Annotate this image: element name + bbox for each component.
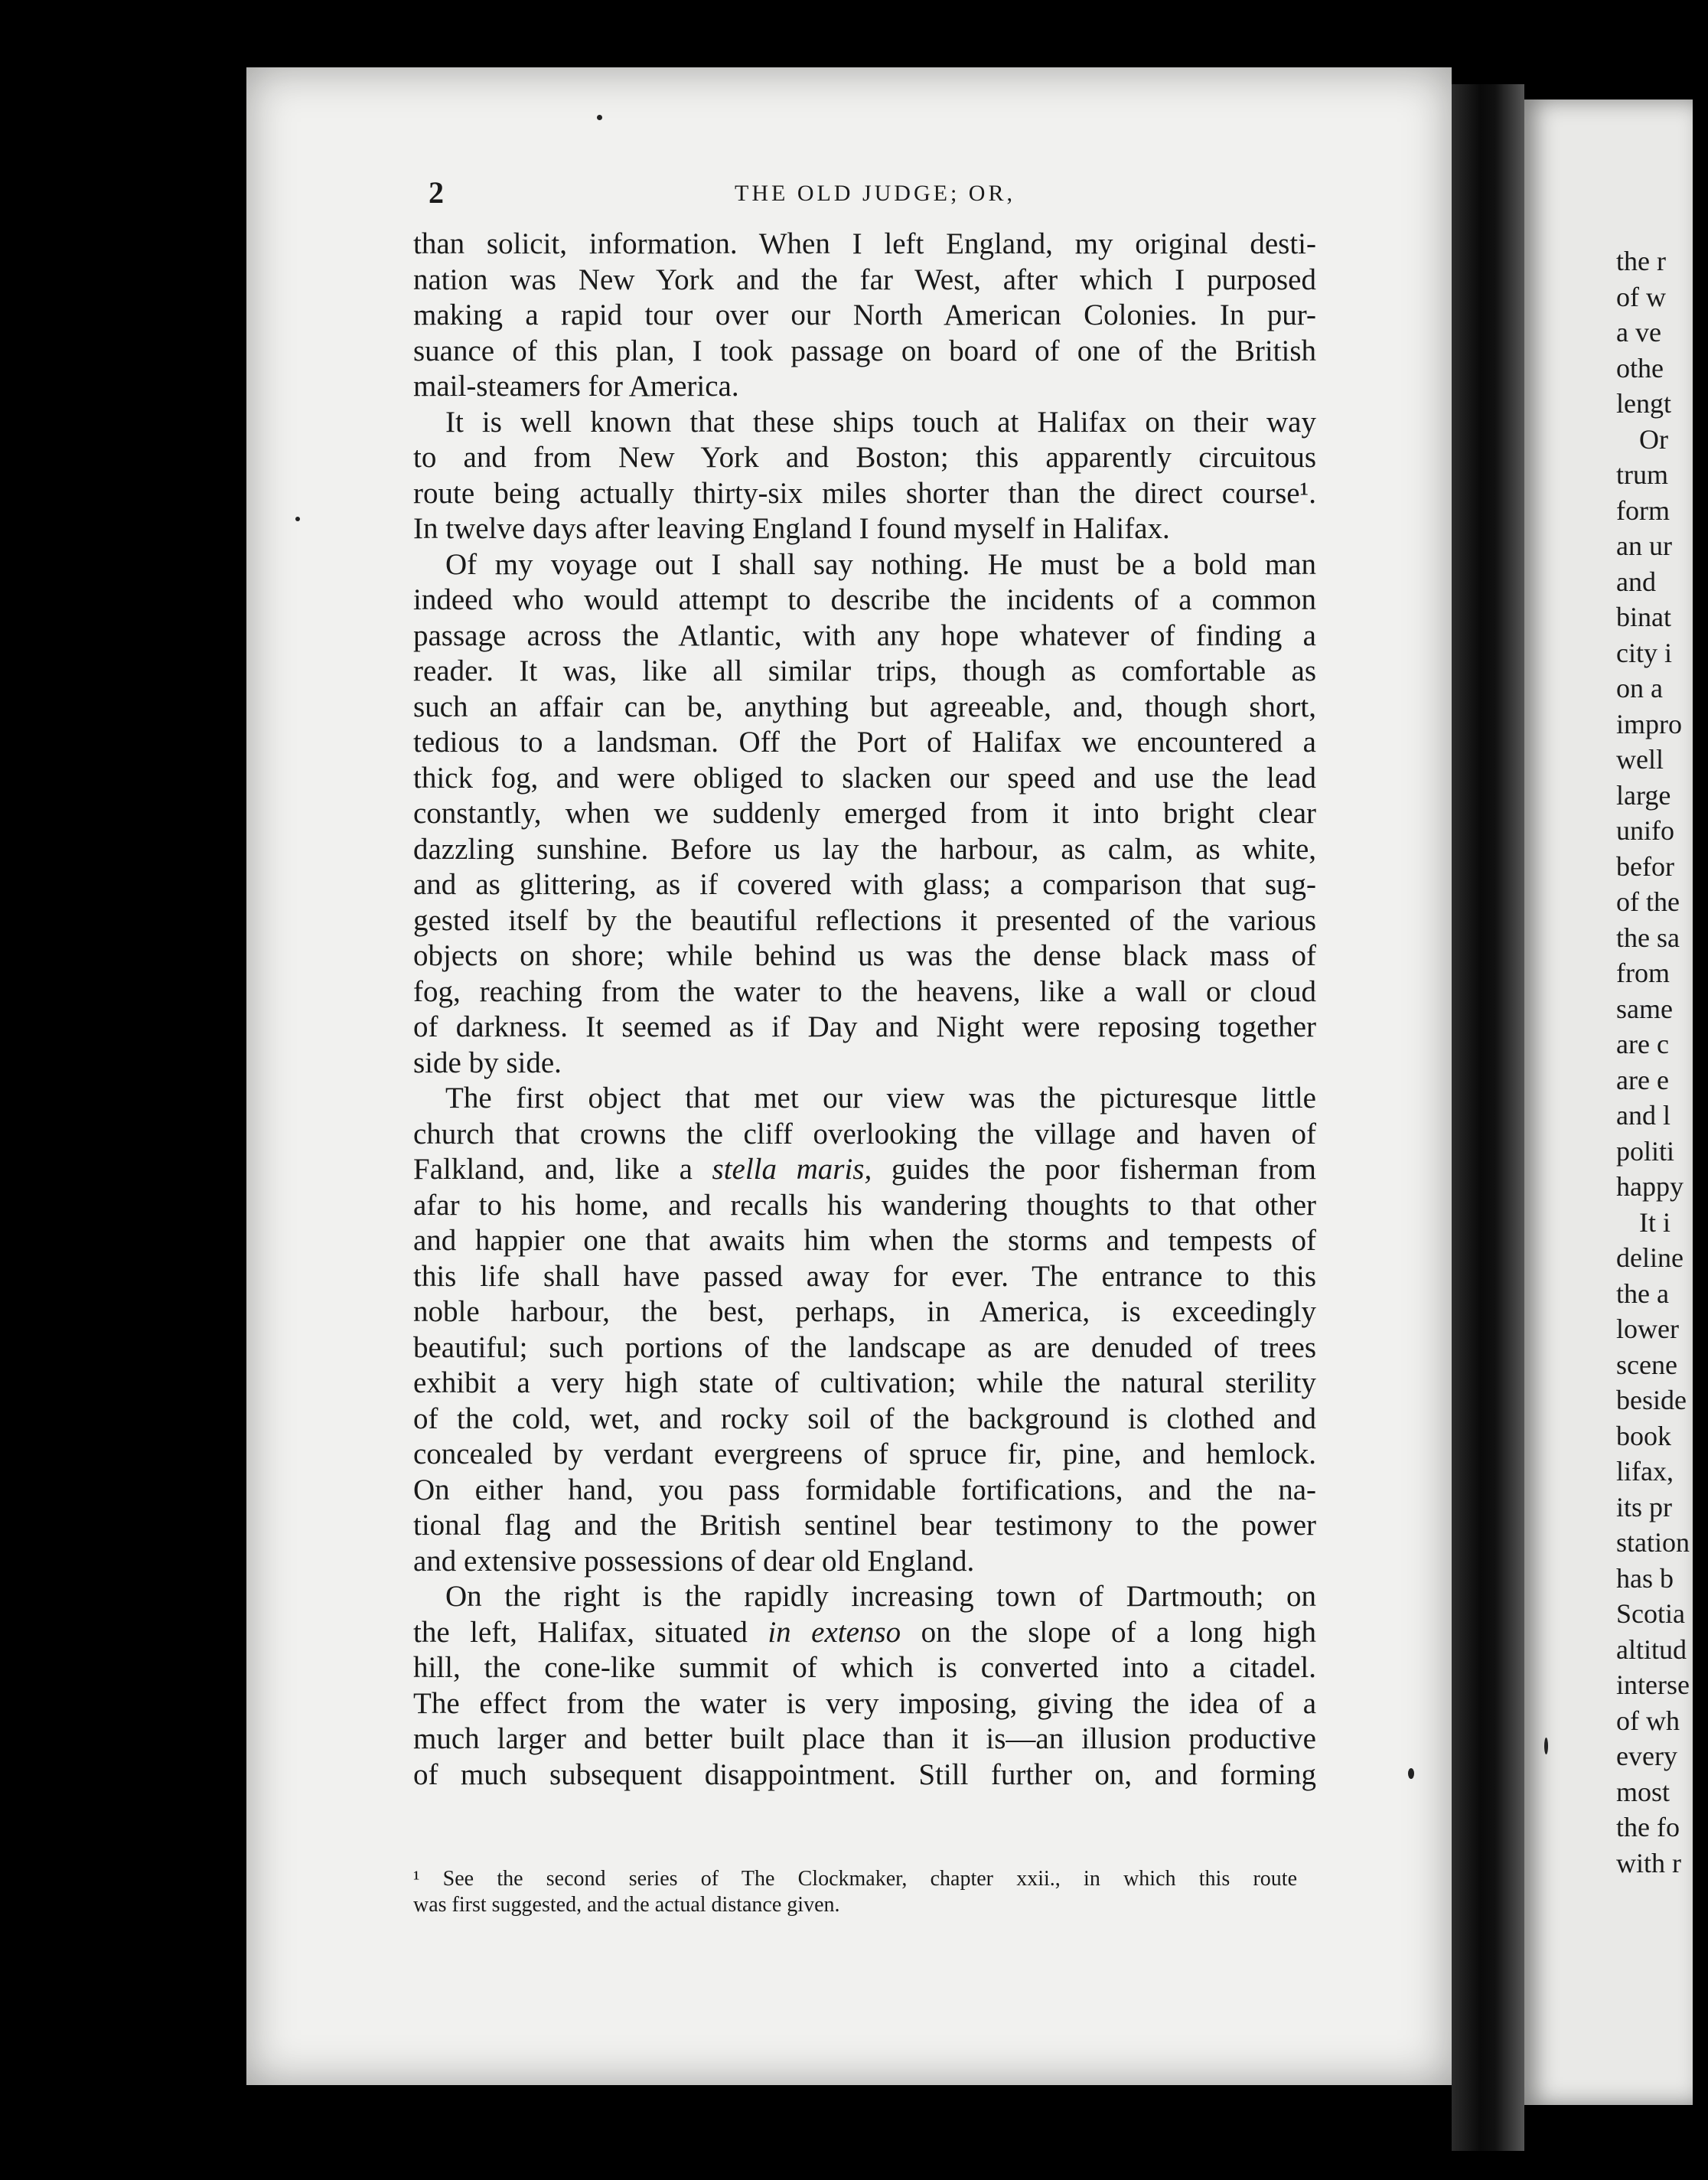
text-line: tional flag and the British sentinel bear testimony to the power [413, 1509, 1316, 1542]
text-line: objects on shore; while behind us was the dense black mass of [413, 939, 1316, 972]
text-line: the left, Halifax, situated in extenso on the slope of a long high [413, 1615, 1317, 1649]
text-line: fog, reaching from the water to the heavens, like a wall or cloud [413, 974, 1316, 1008]
facing-line: the r [1616, 246, 1666, 276]
facing-line: unifo [1616, 815, 1674, 846]
text-line: mail-steamers for America. [413, 370, 739, 403]
text-line: In twelve days after leaving England I found myself in Halifax. [413, 512, 1170, 545]
footnote-line: was first suggested, and the actual distance given. [413, 1893, 840, 1917]
facing-line: a ve [1616, 317, 1661, 348]
facing-line: same [1616, 993, 1673, 1024]
facing-line: lengt [1616, 388, 1671, 419]
text-line: Of my voyage out I shall say nothing. He must be a bold man [445, 547, 1316, 581]
footnote-line: ¹ See the second series of The Clockmaker, chapter xxii., in which this route [413, 1867, 1297, 1891]
scan-speck [1544, 1738, 1548, 1754]
facing-line: trum [1616, 459, 1668, 490]
facing-line: city i [1616, 637, 1672, 668]
facing-line: Scotia [1616, 1598, 1685, 1629]
text-line: beautiful; such portions of the landscape as are denuded of trees [413, 1330, 1316, 1364]
facing-line: are e [1616, 1064, 1669, 1095]
facing-line: with r [1616, 1847, 1681, 1878]
text-line: nation was New York and the far West, after which I purposed [413, 263, 1316, 296]
running-head: THE OLD JUDGE; OR, [735, 181, 1015, 206]
text-line: tedious to a landsman. Off the Port of Halifax we encountered a [413, 726, 1316, 759]
facing-line: book [1616, 1420, 1671, 1451]
facing-line: lifax, [1616, 1456, 1674, 1487]
facing-line: interse [1616, 1669, 1690, 1700]
facing-line: deline [1616, 1242, 1684, 1273]
facing-line: has b [1616, 1562, 1674, 1594]
text-line: and extensive possessions of dear old England. [413, 1544, 975, 1578]
book-gutter [1452, 84, 1524, 2151]
text-line: The first object that met our view was the picturesque little [445, 1082, 1316, 1114]
facing-line: the a [1616, 1278, 1669, 1309]
text-line: side by side. [413, 1046, 562, 1079]
text-line: much larger and better built place than it is—an illusion productive [413, 1722, 1316, 1755]
text-line: to and from New York and Boston; this apparently circuitous [413, 441, 1316, 474]
text-line: concealed by verdant evergreens of spruce fir, pine, and hemlock. [413, 1438, 1316, 1470]
text-line: hill, the cone-like summit of which is converted into a citadel. [413, 1651, 1316, 1684]
text-line: It is well known that these ships touch at Halifax on their way [445, 405, 1316, 439]
facing-line: form [1616, 494, 1670, 526]
text-line: and happier one that awaits him when the storms and tempests of [413, 1224, 1316, 1257]
text-line: Falkland, and, like a stella maris, guides the poor fisherman from [413, 1153, 1316, 1186]
facing-line: beside [1616, 1385, 1687, 1415]
text-line: route being actually thirty-six miles shorter than the direct course¹. [413, 476, 1316, 510]
facing-line: It i [1639, 1206, 1671, 1238]
text-line: reader. It was, like all similar trips, though as comfortable as [413, 654, 1316, 687]
facing-line: befor [1616, 850, 1674, 882]
text-line: of darkness. It seemed as if Day and Night were reposing together [413, 1010, 1316, 1043]
facing-line: from [1616, 958, 1670, 988]
facing-line: every [1616, 1741, 1677, 1771]
text-line: gested itself by the beautiful reflections it presented of the various [413, 903, 1316, 937]
text-line: constantly, when we suddenly emerged from it into bright clear [413, 797, 1316, 830]
text-line: than solicit, information. When I left England, my original desti- [413, 227, 1316, 260]
facing-line: happy [1616, 1171, 1684, 1202]
text-line: church that crowns the cliff overlooking the village and haven of [413, 1117, 1316, 1150]
text-line: making a rapid tour over our North American Colonies. In pur- [413, 299, 1316, 331]
text-line: and as glittering, as if covered with glass; a comparison that sug- [413, 868, 1316, 901]
facing-line: and [1616, 566, 1656, 597]
text-line: On the right is the rapidly increasing town of Dartmouth; on [445, 1580, 1316, 1613]
text-line: dazzling sunshine. Before us lay the harbour, as calm, as white, [413, 832, 1316, 866]
facing-line: impro [1616, 708, 1682, 739]
facing-line: lower [1616, 1314, 1679, 1344]
facing-page-text [1616, 243, 1708, 1881]
scan-speck [1408, 1768, 1414, 1779]
facing-line: the sa [1616, 922, 1680, 953]
facing-line: and l [1616, 1100, 1671, 1131]
facing-line: its pr [1616, 1491, 1673, 1522]
text-line: of the cold, wet, and rocky soil of the background is clothed and [413, 1402, 1316, 1435]
text-line: noble harbour, the best, perhaps, in America, is exceedingly [413, 1295, 1316, 1328]
facing-line: station [1616, 1527, 1690, 1558]
text-line: The effect from the water is very imposing, giving the idea of a [413, 1686, 1316, 1720]
text-line: afar to his home, and recalls his wandering thoughts to that other [413, 1188, 1316, 1222]
body-text [413, 227, 1316, 1793]
text-line: such an affair can be, anything but agreeable, and, though short, [413, 690, 1316, 723]
facing-line: an ur [1616, 530, 1672, 561]
facing-line: othe [1616, 352, 1664, 383]
text-line: this life shall have passed away for ever. The entrance to this [413, 1259, 1316, 1293]
facing-line: are c [1616, 1029, 1669, 1059]
facing-line: of w [1616, 281, 1666, 312]
facing-line: of wh [1616, 1705, 1680, 1736]
facing-line: most [1616, 1776, 1671, 1807]
text-line: thick fog, and were obliged to slacken our speed and use the lead [413, 761, 1316, 795]
facing-line: of the [1616, 886, 1680, 917]
page-number: 2 [429, 175, 444, 210]
facing-line: politi [1616, 1135, 1675, 1167]
facing-line: altitud [1616, 1633, 1687, 1665]
facing-line: Or [1639, 423, 1668, 455]
facing-line: the fo [1616, 1812, 1680, 1842]
facing-line: on a [1616, 673, 1663, 703]
facing-line: scene [1616, 1349, 1677, 1380]
text-line: indeed who would attempt to describe the incidents of a common [413, 583, 1316, 616]
facing-line: large [1616, 779, 1671, 811]
facing-line: well [1616, 744, 1664, 775]
text-line: passage across the Atlantic, with any hope whatever of finding a [413, 618, 1316, 652]
scan-speck [597, 115, 602, 120]
scan-speck [295, 517, 300, 521]
text-line: of much subsequent disappointment. Still further on, and forming [413, 1757, 1316, 1791]
text-line: exhibit a very high state of cultivation; while the natural sterility [413, 1366, 1316, 1399]
footnote [413, 1866, 1297, 1918]
text-line: On either hand, you pass formidable fortifications, and the na- [413, 1473, 1316, 1506]
text-line: suance of this plan, I took passage on board of one of the British [413, 334, 1316, 367]
facing-line: binat [1616, 602, 1671, 632]
